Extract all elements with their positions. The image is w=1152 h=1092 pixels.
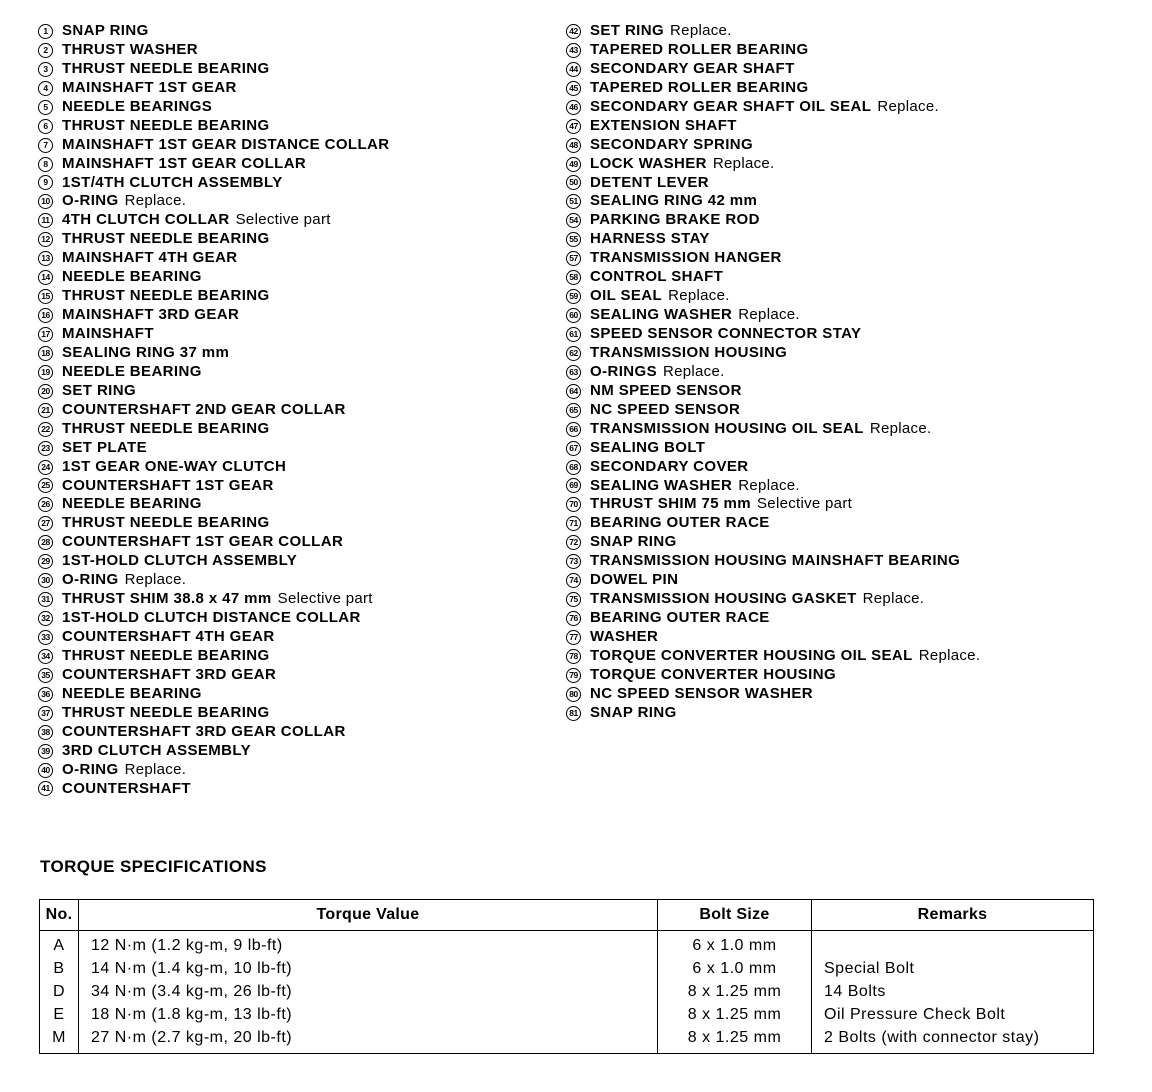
part-item (38, 192, 558, 211)
part-item (38, 79, 558, 98)
part-item (566, 477, 1136, 496)
part-item (566, 495, 1136, 514)
part-name: O-RING (62, 571, 119, 589)
part-name: SET RING (62, 381, 137, 399)
part-item (566, 647, 1136, 666)
part-item (38, 249, 558, 268)
part-name: SPEED SENSOR CONNECTOR STAY (590, 325, 862, 342)
part-number-badge: 27 (38, 516, 53, 531)
cell-no: D (40, 980, 79, 1003)
part-number-badge: 42 (566, 24, 581, 39)
part-name: COUNTERSHAFT 3RD GEAR COLLAR (62, 722, 346, 740)
part-item (566, 571, 1136, 590)
part-name: O-RING (62, 760, 119, 778)
torque-specifications-title: TORQUE SPECIFICATIONS (40, 857, 267, 876)
part-number-badge: 45 (566, 81, 581, 96)
part-name: COUNTERSHAFT 1ST GEAR COLLAR (62, 533, 344, 551)
part-number-badge: 68 (566, 460, 581, 475)
part-number-badge: 60 (566, 308, 581, 323)
cell-bolt-size: 6 x 1.0 mm (658, 957, 812, 980)
part-number-badge: 34 (38, 649, 53, 664)
part-name: SNAP RING (590, 703, 677, 721)
part-name: SET PLATE (62, 438, 147, 456)
part-number-badge: 21 (38, 403, 53, 418)
part-name: SEALING RING 42 mm (590, 192, 758, 210)
part-item (566, 117, 1136, 136)
part-name: COUNTERSHAFT 3RD GEAR (62, 665, 277, 683)
part-number-badge: 11 (38, 213, 53, 228)
cell-remarks (812, 931, 1094, 958)
table-row (40, 1003, 1094, 1026)
part-number-badge: 62 (566, 346, 581, 361)
part-name: THRUST NEEDLE BEARING (62, 646, 270, 664)
part-number-badge: 32 (38, 611, 53, 626)
part-item (38, 761, 558, 780)
part-name: COUNTERSHAFT (62, 779, 191, 797)
part-name: BEARING OUTER RACE (590, 514, 770, 532)
part-name: TRANSMISSION HOUSING GASKET (590, 590, 857, 608)
part-item (38, 609, 558, 628)
part-item (566, 79, 1136, 98)
part-item (566, 230, 1136, 249)
table-row (40, 980, 1094, 1003)
part-item (38, 458, 558, 477)
part-item (38, 401, 558, 420)
part-name: THRUST WASHER (62, 40, 199, 58)
part-number-badge: 2 (38, 43, 53, 58)
part-name: CONTROL SHAFT (590, 268, 724, 286)
part-name: DOWEL PIN (590, 571, 679, 589)
part-number-badge: 1 (38, 24, 53, 39)
part-number-badge: 57 (566, 251, 581, 266)
part-name: MAINSHAFT 1ST GEAR DISTANCE COLLAR (62, 135, 390, 153)
part-name: THRUST NEEDLE BEARING (62, 514, 270, 532)
part-item (566, 60, 1136, 79)
part-number-badge: 7 (38, 138, 53, 153)
part-number-badge: 12 (38, 232, 53, 247)
part-item (566, 458, 1136, 477)
part-item (566, 344, 1136, 363)
part-number-badge: 31 (38, 592, 53, 607)
part-number-badge: 66 (566, 422, 581, 437)
part-number-badge: 67 (566, 441, 581, 456)
part-name: O-RINGS (590, 362, 657, 380)
cell-bolt-size: 8 x 1.25 mm (658, 1026, 812, 1054)
parts-list-right (566, 22, 1136, 723)
part-name: THRUST NEEDLE BEARING (62, 59, 270, 77)
header-bolt-size: Bolt Size (658, 900, 812, 931)
part-item (38, 22, 558, 41)
part-name: EXTENSION SHAFT (590, 116, 737, 134)
header-no: No. (40, 900, 79, 931)
cell-bolt-size: 8 x 1.25 mm (658, 1003, 812, 1026)
part-item (38, 439, 558, 458)
part-name: THRUST NEEDLE BEARING (62, 287, 270, 305)
cell-remarks: Oil Pressure Check Bolt (812, 1003, 1094, 1026)
part-name: MAINSHAFT 1ST GEAR (62, 78, 237, 96)
part-number-badge: 10 (38, 194, 53, 209)
part-note: Selective part (235, 211, 331, 229)
part-item (566, 514, 1136, 533)
part-note: Replace. (738, 476, 800, 494)
table-row (40, 1026, 1094, 1054)
part-note: Replace. (862, 590, 925, 608)
part-item (38, 211, 558, 230)
part-item (566, 590, 1136, 609)
part-name: TRANSMISSION HOUSING OIL SEAL (590, 419, 864, 437)
part-name: THRUST NEEDLE BEARING (62, 230, 270, 248)
part-item (38, 230, 558, 249)
cell-no: A (40, 931, 79, 958)
part-name: NEEDLE BEARING (62, 684, 202, 702)
part-item (566, 439, 1136, 458)
part-name: 4TH CLUTCH COLLAR (62, 211, 230, 229)
part-name: MAINSHAFT 1ST GEAR COLLAR (62, 154, 307, 172)
cell-no: M (40, 1026, 79, 1054)
part-name: TRANSMISSION HOUSING (590, 343, 788, 361)
part-number-badge: 70 (566, 497, 581, 512)
part-name: SEALING BOLT (590, 438, 706, 456)
part-name: NEEDLE BEARINGS (62, 97, 213, 115)
part-name: DETENT LEVER (590, 173, 709, 191)
part-name: TORQUE CONVERTER HOUSING OIL SEAL (590, 646, 913, 664)
part-item (566, 174, 1136, 193)
part-name: NEEDLE BEARING (62, 362, 202, 380)
part-name: THRUST NEEDLE BEARING (62, 419, 270, 437)
part-name: NEEDLE BEARING (62, 495, 202, 513)
part-name: 1ST-HOLD CLUTCH DISTANCE COLLAR (62, 609, 361, 627)
part-name: NEEDLE BEARING (62, 268, 202, 286)
part-name: O-RING (62, 192, 119, 210)
part-name: NC SPEED SENSOR WASHER (590, 684, 814, 702)
part-number-badge: 17 (38, 327, 53, 342)
part-item (566, 363, 1136, 382)
parts-list-left (38, 22, 558, 798)
part-number-badge: 80 (566, 687, 581, 702)
part-number-badge: 33 (38, 630, 53, 645)
cell-torque-value: 27 N·m (2.7 kg-m, 20 lb-ft) (79, 1026, 658, 1054)
part-number-badge: 47 (566, 119, 581, 134)
part-item (38, 287, 558, 306)
part-number-badge: 36 (38, 687, 53, 702)
part-name: NC SPEED SENSOR (590, 400, 741, 418)
part-note: Replace. (877, 97, 939, 115)
part-item (38, 742, 558, 761)
part-name: SECONDARY GEAR SHAFT (590, 59, 795, 77)
part-name: WASHER (590, 628, 659, 645)
part-item (566, 22, 1136, 41)
part-note: Replace. (668, 287, 730, 305)
part-number-badge: 50 (566, 175, 581, 190)
cell-remarks: 14 Bolts (812, 980, 1094, 1003)
part-item (566, 666, 1136, 685)
part-number-badge: 72 (566, 535, 581, 550)
part-note: Replace. (738, 306, 800, 324)
part-name: TORQUE CONVERTER HOUSING (590, 665, 837, 683)
part-number-badge: 35 (38, 668, 53, 683)
part-number-badge: 3 (38, 62, 53, 77)
part-number-badge: 18 (38, 346, 53, 361)
part-number-badge: 16 (38, 308, 53, 323)
part-item (38, 325, 558, 344)
part-number-badge: 5 (38, 100, 53, 115)
part-item (38, 268, 558, 287)
part-item (566, 533, 1136, 552)
part-item (566, 325, 1136, 344)
cell-bolt-size: 8 x 1.25 mm (658, 980, 812, 1003)
part-number-badge: 23 (38, 441, 53, 456)
part-number-badge: 40 (38, 763, 53, 778)
part-number-badge: 77 (566, 630, 581, 645)
part-number-badge: 8 (38, 157, 53, 172)
part-item (38, 117, 558, 136)
cell-remarks: 2 Bolts (with connector stay) (812, 1026, 1094, 1054)
part-number-badge: 71 (566, 516, 581, 531)
header-remarks: Remarks (812, 900, 1094, 931)
part-name: SET RING (590, 22, 665, 39)
part-number-badge: 38 (38, 725, 53, 740)
cell-torque-value: 12 N·m (1.2 kg-m, 9 lb-ft) (79, 931, 658, 958)
part-item (566, 609, 1136, 628)
part-item (566, 136, 1136, 155)
part-item (38, 571, 558, 590)
part-name: NM SPEED SENSOR (590, 381, 742, 399)
part-item (38, 306, 558, 325)
part-item (38, 666, 558, 685)
part-item (38, 495, 558, 514)
part-number-badge: 65 (566, 403, 581, 418)
cell-bolt-size: 6 x 1.0 mm (658, 931, 812, 958)
part-name: OIL SEAL (590, 287, 663, 305)
part-item (38, 685, 558, 704)
part-name: 3RD CLUTCH ASSEMBLY (62, 741, 252, 759)
part-item (566, 401, 1136, 420)
part-name: COUNTERSHAFT 4TH GEAR (62, 628, 275, 645)
part-name: 1ST GEAR ONE-WAY CLUTCH (62, 457, 287, 475)
part-name: SNAP RING (62, 22, 149, 39)
part-name: 1ST-HOLD CLUTCH ASSEMBLY (62, 552, 298, 570)
part-item (38, 136, 558, 155)
part-number-badge: 4 (38, 81, 53, 96)
part-number-badge: 25 (38, 478, 53, 493)
part-item (38, 514, 558, 533)
header-torque-value: Torque Value (79, 900, 658, 931)
part-number-badge: 81 (566, 706, 581, 721)
part-number-badge: 24 (38, 460, 53, 475)
part-name: TAPERED ROLLER BEARING (590, 40, 809, 58)
part-number-badge: 41 (38, 781, 53, 796)
cell-torque-value: 14 N·m (1.4 kg-m, 10 lb-ft) (79, 957, 658, 980)
part-name: MAINSHAFT 4TH GEAR (62, 249, 238, 267)
part-item (38, 590, 558, 609)
part-name: THRUST SHIM 38.8 x 47 mm (62, 590, 272, 608)
part-item (566, 287, 1136, 306)
torque-table-body (40, 931, 1094, 1054)
part-note: Replace. (869, 419, 932, 437)
part-number-badge: 64 (566, 384, 581, 399)
part-number-badge: 26 (38, 497, 53, 512)
part-name: COUNTERSHAFT 2ND GEAR COLLAR (62, 400, 346, 418)
part-number-badge: 73 (566, 554, 581, 569)
part-name: MAINSHAFT 3RD GEAR (62, 306, 240, 324)
part-number-badge: 75 (566, 592, 581, 607)
part-number-badge: 13 (38, 251, 53, 266)
part-name: TRANSMISSION HOUSING MAINSHAFT BEARING (590, 552, 961, 570)
table-header-row (40, 900, 1094, 931)
part-number-badge: 48 (566, 138, 581, 153)
part-item (38, 98, 558, 117)
part-item (38, 647, 558, 666)
cell-torque-value: 34 N·m (3.4 kg-m, 26 lb-ft) (79, 980, 658, 1003)
cell-torque-value: 18 N·m (1.8 kg-m, 13 lb-ft) (79, 1003, 658, 1026)
part-name: SECONDARY COVER (590, 457, 749, 475)
part-number-badge: 69 (566, 478, 581, 493)
cell-no: E (40, 1003, 79, 1026)
part-number-badge: 46 (566, 100, 581, 115)
part-name: COUNTERSHAFT 1ST GEAR (62, 476, 274, 494)
part-name: SEALING WASHER (590, 306, 733, 324)
part-item (38, 363, 558, 382)
part-number-badge: 79 (566, 668, 581, 683)
part-note: Replace. (124, 760, 187, 778)
part-item (38, 533, 558, 552)
part-number-badge: 37 (38, 706, 53, 721)
part-number-badge: 15 (38, 289, 53, 304)
table-row (40, 957, 1094, 980)
part-note: Replace. (918, 646, 981, 664)
part-item (566, 382, 1136, 401)
part-item (566, 98, 1136, 117)
part-number-badge: 20 (38, 384, 53, 399)
part-number-badge: 55 (566, 232, 581, 247)
part-number-badge: 76 (566, 611, 581, 626)
cell-remarks: Special Bolt (812, 957, 1094, 980)
part-item (38, 41, 558, 60)
part-number-badge: 28 (38, 535, 53, 550)
part-name: SECONDARY GEAR SHAFT OIL SEAL (590, 97, 872, 115)
part-number-badge: 6 (38, 119, 53, 134)
part-item (566, 192, 1136, 211)
part-name: HARNESS STAY (590, 230, 710, 248)
part-note: Replace. (670, 22, 732, 39)
part-number-badge: 22 (38, 422, 53, 437)
part-name: PARKING BRAKE ROD (590, 211, 760, 229)
torque-specifications-table (39, 899, 1094, 1054)
part-item (38, 780, 558, 799)
part-item (566, 704, 1136, 723)
part-number-badge: 30 (38, 573, 53, 588)
part-number-badge: 51 (566, 194, 581, 209)
part-number-badge: 58 (566, 270, 581, 285)
table-row (40, 931, 1094, 958)
part-item (38, 723, 558, 742)
part-item (38, 344, 558, 363)
part-item (38, 174, 558, 193)
part-number-badge: 63 (566, 365, 581, 380)
part-item (566, 211, 1136, 230)
part-item (566, 306, 1136, 325)
part-number-badge: 9 (38, 175, 53, 190)
part-note: Replace. (124, 192, 187, 210)
part-number-badge: 44 (566, 62, 581, 77)
part-item (566, 552, 1136, 571)
part-item (38, 382, 558, 401)
part-item (38, 552, 558, 571)
part-number-badge: 39 (38, 744, 53, 759)
part-number-badge: 29 (38, 554, 53, 569)
part-item (38, 60, 558, 79)
part-note: Selective part (277, 590, 373, 608)
part-item (38, 704, 558, 723)
part-number-badge: 14 (38, 270, 53, 285)
part-item (566, 41, 1136, 60)
part-number-badge: 43 (566, 43, 581, 58)
part-name: LOCK WASHER (590, 154, 707, 172)
part-item (38, 420, 558, 439)
cell-no: B (40, 957, 79, 980)
part-number-badge: 54 (566, 213, 581, 228)
part-name: SNAP RING (590, 533, 677, 551)
part-number-badge: 78 (566, 649, 581, 664)
part-note: Replace. (124, 571, 187, 589)
part-note: Replace. (662, 362, 725, 380)
part-name: 1ST/4TH CLUTCH ASSEMBLY (62, 173, 283, 191)
part-name: SECONDARY SPRING (590, 135, 754, 153)
part-name: TAPERED ROLLER BEARING (590, 78, 809, 96)
part-item (38, 155, 558, 174)
part-name: THRUST NEEDLE BEARING (62, 116, 270, 134)
part-item (566, 155, 1136, 174)
part-number-badge: 74 (566, 573, 581, 588)
part-item (566, 249, 1136, 268)
part-item (38, 477, 558, 496)
part-item (566, 685, 1136, 704)
part-item (566, 268, 1136, 287)
part-number-badge: 49 (566, 157, 581, 172)
part-name: SEALING WASHER (590, 476, 733, 494)
part-item (566, 420, 1136, 439)
part-name: MAINSHAFT (62, 325, 154, 342)
part-name: THRUST SHIM 75 mm (590, 495, 751, 513)
part-number-badge: 59 (566, 289, 581, 304)
part-note: Replace. (712, 154, 775, 172)
part-name: BEARING OUTER RACE (590, 609, 770, 627)
part-note: Selective part (757, 495, 853, 513)
part-name: SEALING RING 37 mm (62, 343, 230, 361)
part-number-badge: 61 (566, 327, 581, 342)
part-item (566, 628, 1136, 647)
part-name: TRANSMISSION HANGER (590, 249, 782, 267)
part-item (38, 628, 558, 647)
part-number-badge: 19 (38, 365, 53, 380)
part-name: THRUST NEEDLE BEARING (62, 703, 270, 721)
